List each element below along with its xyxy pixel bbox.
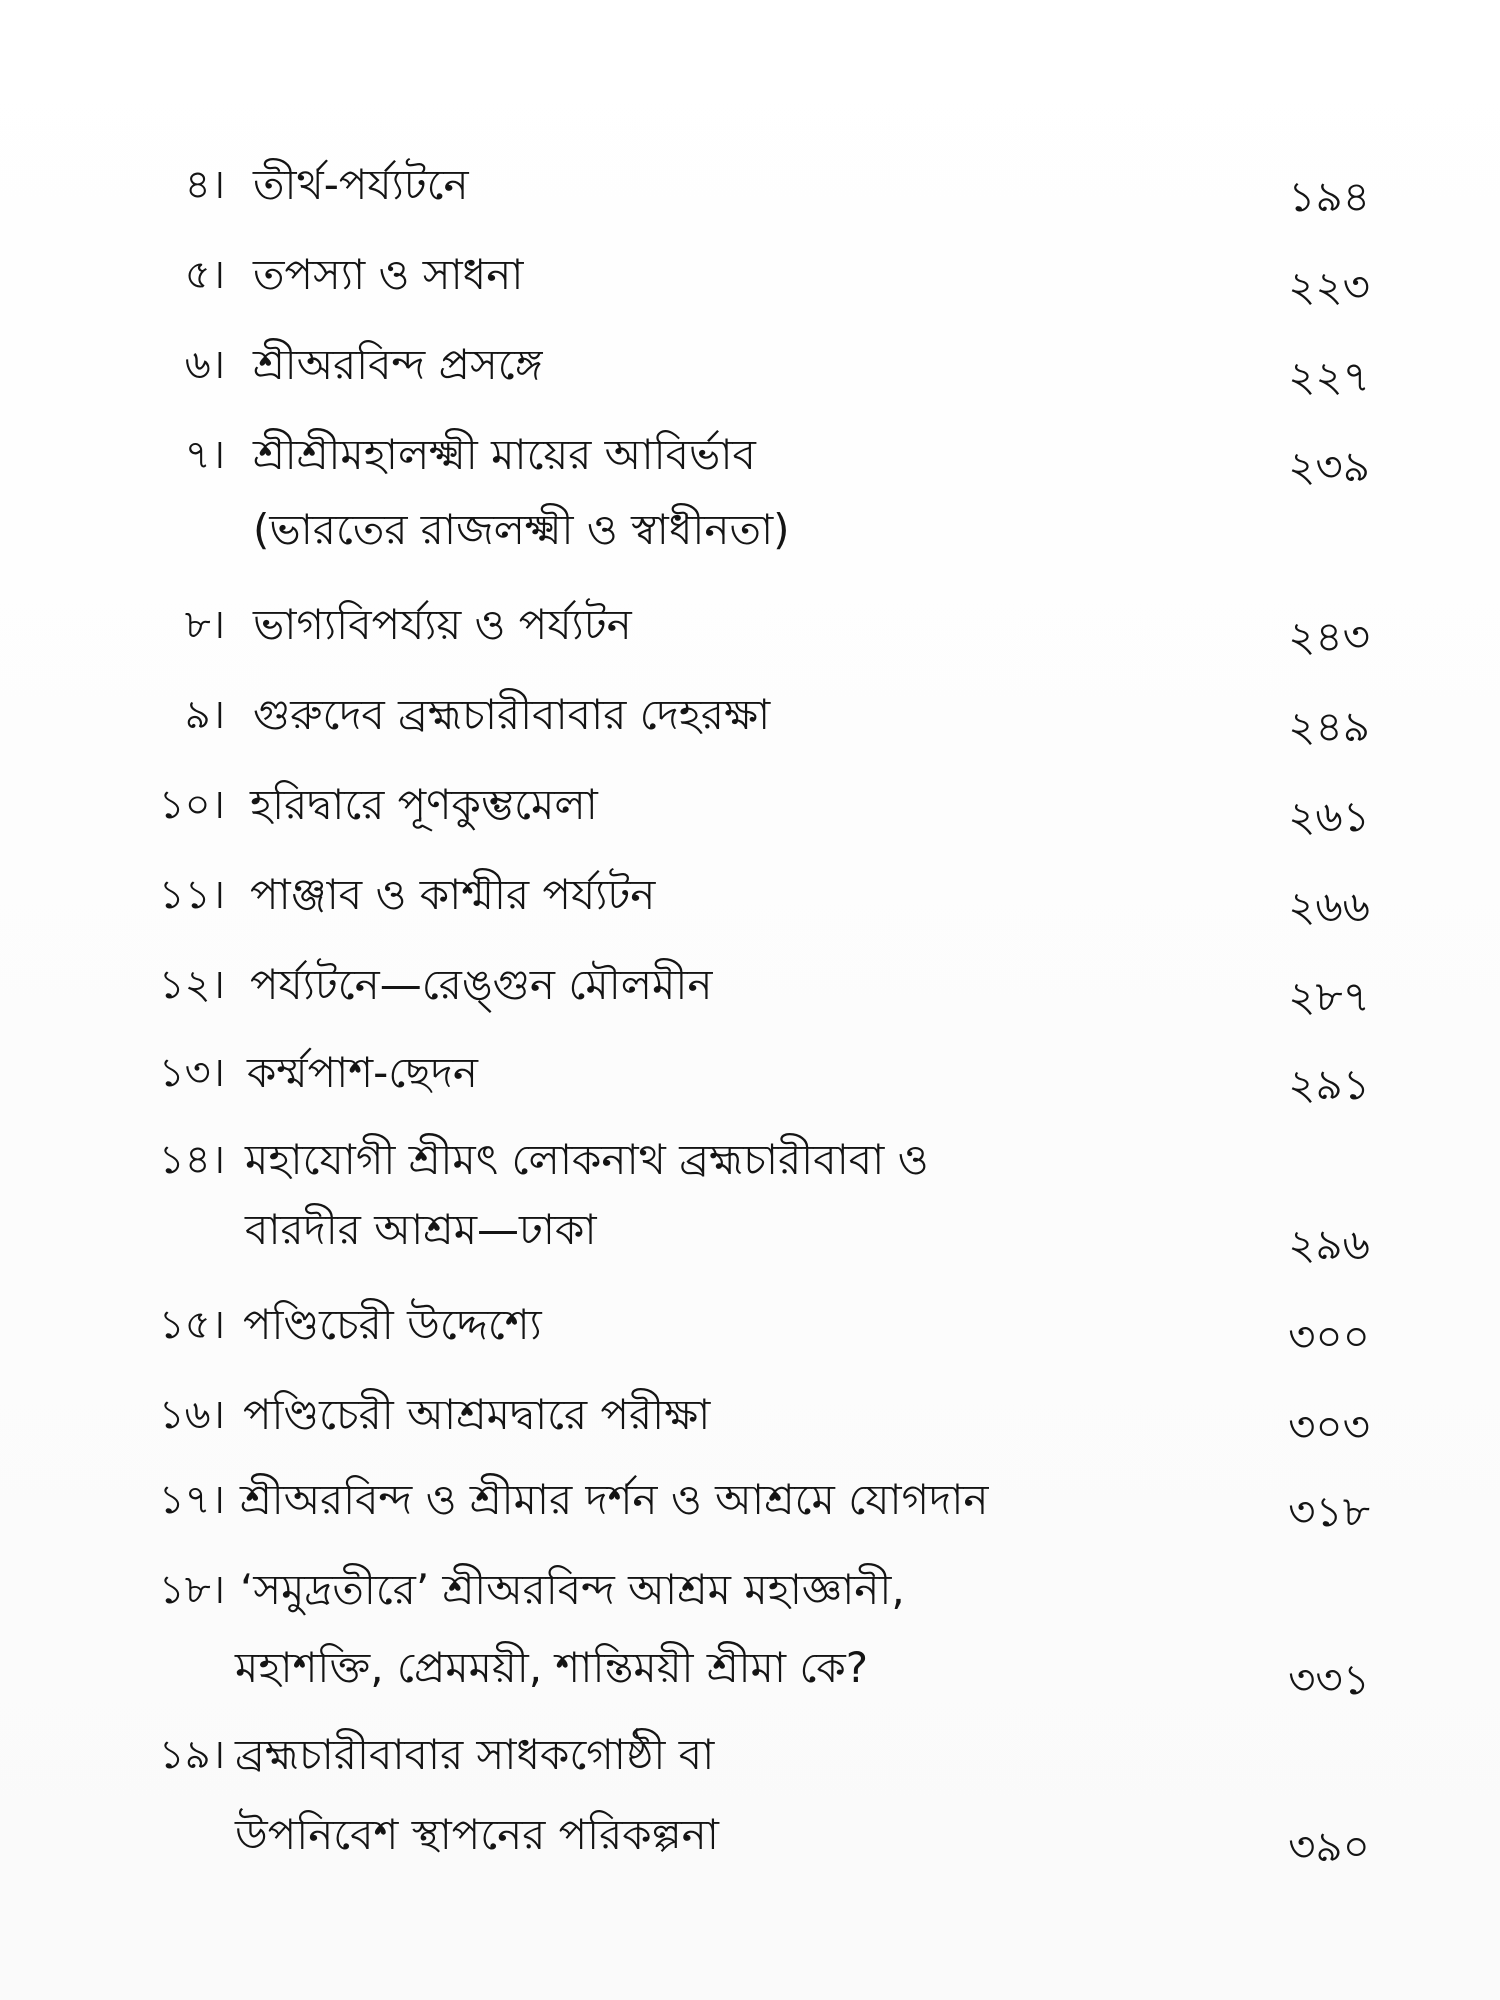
page-number: ৩৩১ (1288, 1655, 1370, 1704)
chapter-title: পণ্ডিচেরী উদ্দেশ্যে (243, 1300, 542, 1349)
chapter-number: ৯। (184, 692, 225, 738)
chapter-number: ১৬। (158, 1392, 225, 1438)
chapter-title: তীর্থ-পর্য্যটনে (253, 160, 469, 209)
page-number: ২৬১ (1288, 792, 1370, 841)
chapter-title: শ্রীঅরবিন্দ ও শ্রীমার দর্শন ও আশ্রমে যোগদান (240, 1475, 989, 1524)
page-number: ২৯১ (1288, 1060, 1370, 1109)
chapter-title: শ্রীশ্রীমহালক্ষ্মী মায়ের আবির্ভাব (253, 430, 756, 479)
chapter-title-continued: (ভারতের রাজলক্ষ্মী ও স্বাধীনতা) (253, 505, 790, 554)
chapter-number: ১৭। (158, 1477, 225, 1523)
page-number: ১৯৪ (1288, 172, 1370, 221)
chapter-title: ‘সমুদ্রতীরে’ শ্রীঅরবিন্দ আশ্রম মহাজ্ঞানী, (240, 1565, 905, 1614)
chapter-title: শ্রীঅরবিন্দ প্রসঙ্গে (253, 340, 543, 389)
page-number: ২২৩ (1288, 262, 1370, 311)
chapter-number: ১৮। (158, 1567, 225, 1613)
chapter-title-continued: মহাশক্তি, প্রেমময়ী, শান্তিময়ী শ্রীমা কে? (235, 1643, 869, 1692)
chapter-number: ১০। (158, 782, 225, 828)
page-number: ২৮৭ (1288, 972, 1370, 1021)
chapter-title: পণ্ডিচেরী আশ্রমদ্বারে পরীক্ষা (243, 1390, 711, 1439)
page-number: ২২৭ (1288, 352, 1370, 401)
chapter-title: তপস্যা ও সাধনা (253, 250, 524, 299)
chapter-number: ৮। (184, 602, 225, 648)
page-number: ২৯৬ (1288, 1220, 1370, 1269)
chapter-number: ৭। (184, 432, 225, 478)
chapter-number: ৪। (184, 162, 225, 208)
page-number: ৩০৩ (1288, 1402, 1370, 1451)
chapter-title: কর্ম্মপাশ-ছেদন (247, 1048, 478, 1097)
chapter-number: ৫। (184, 252, 225, 298)
chapter-number: ১১। (158, 872, 225, 918)
chapter-number: ১৩। (158, 1050, 225, 1096)
chapter-title-continued: উপনিবেশ স্থাপনের পরিকল্পনা (235, 1810, 719, 1859)
page-number: ৩১৮ (1288, 1487, 1370, 1536)
chapter-title: পাঞ্জাব ও কাশ্মীর পর্য্যটন (250, 870, 656, 919)
chapter-title: গুরুদেব ব্রহ্মচারীবাবার দেহরক্ষা (253, 690, 771, 739)
page-number: ২৩৯ (1288, 442, 1370, 491)
chapter-number: ১৫। (158, 1302, 225, 1348)
chapter-number: ৬। (184, 342, 225, 388)
chapter-number: ১৪। (158, 1137, 225, 1183)
page-number: ২৪৯ (1288, 702, 1370, 751)
page-number: ২৬৬ (1288, 882, 1370, 931)
chapter-title-continued: বারদীর আশ্রম—ঢাকা (245, 1205, 597, 1254)
chapter-title: পর্য্যটনে—রেঙ্গুন মৌলমীন (250, 960, 713, 1009)
page-number: ৩০০ (1288, 1312, 1370, 1361)
chapter-title: হরিদ্বারে পূণকুম্ভমেলা (250, 780, 598, 829)
chapter-number: ১২। (158, 962, 225, 1008)
page-number: ৩৯০ (1288, 1822, 1370, 1871)
chapter-title: মহাযোগী শ্রীমৎ লোকনাথ ব্রহ্মচারীবাবা ও (245, 1135, 929, 1184)
page-number: ২৪৩ (1288, 612, 1370, 661)
chapter-number: ১৯। (158, 1732, 225, 1778)
chapter-title: ভাগ্যবিপর্য্যয় ও পর্য্যটন (253, 600, 632, 649)
chapter-title: ব্রহ্মচারীবাবার সাধকগোষ্ঠী বা (235, 1730, 715, 1779)
